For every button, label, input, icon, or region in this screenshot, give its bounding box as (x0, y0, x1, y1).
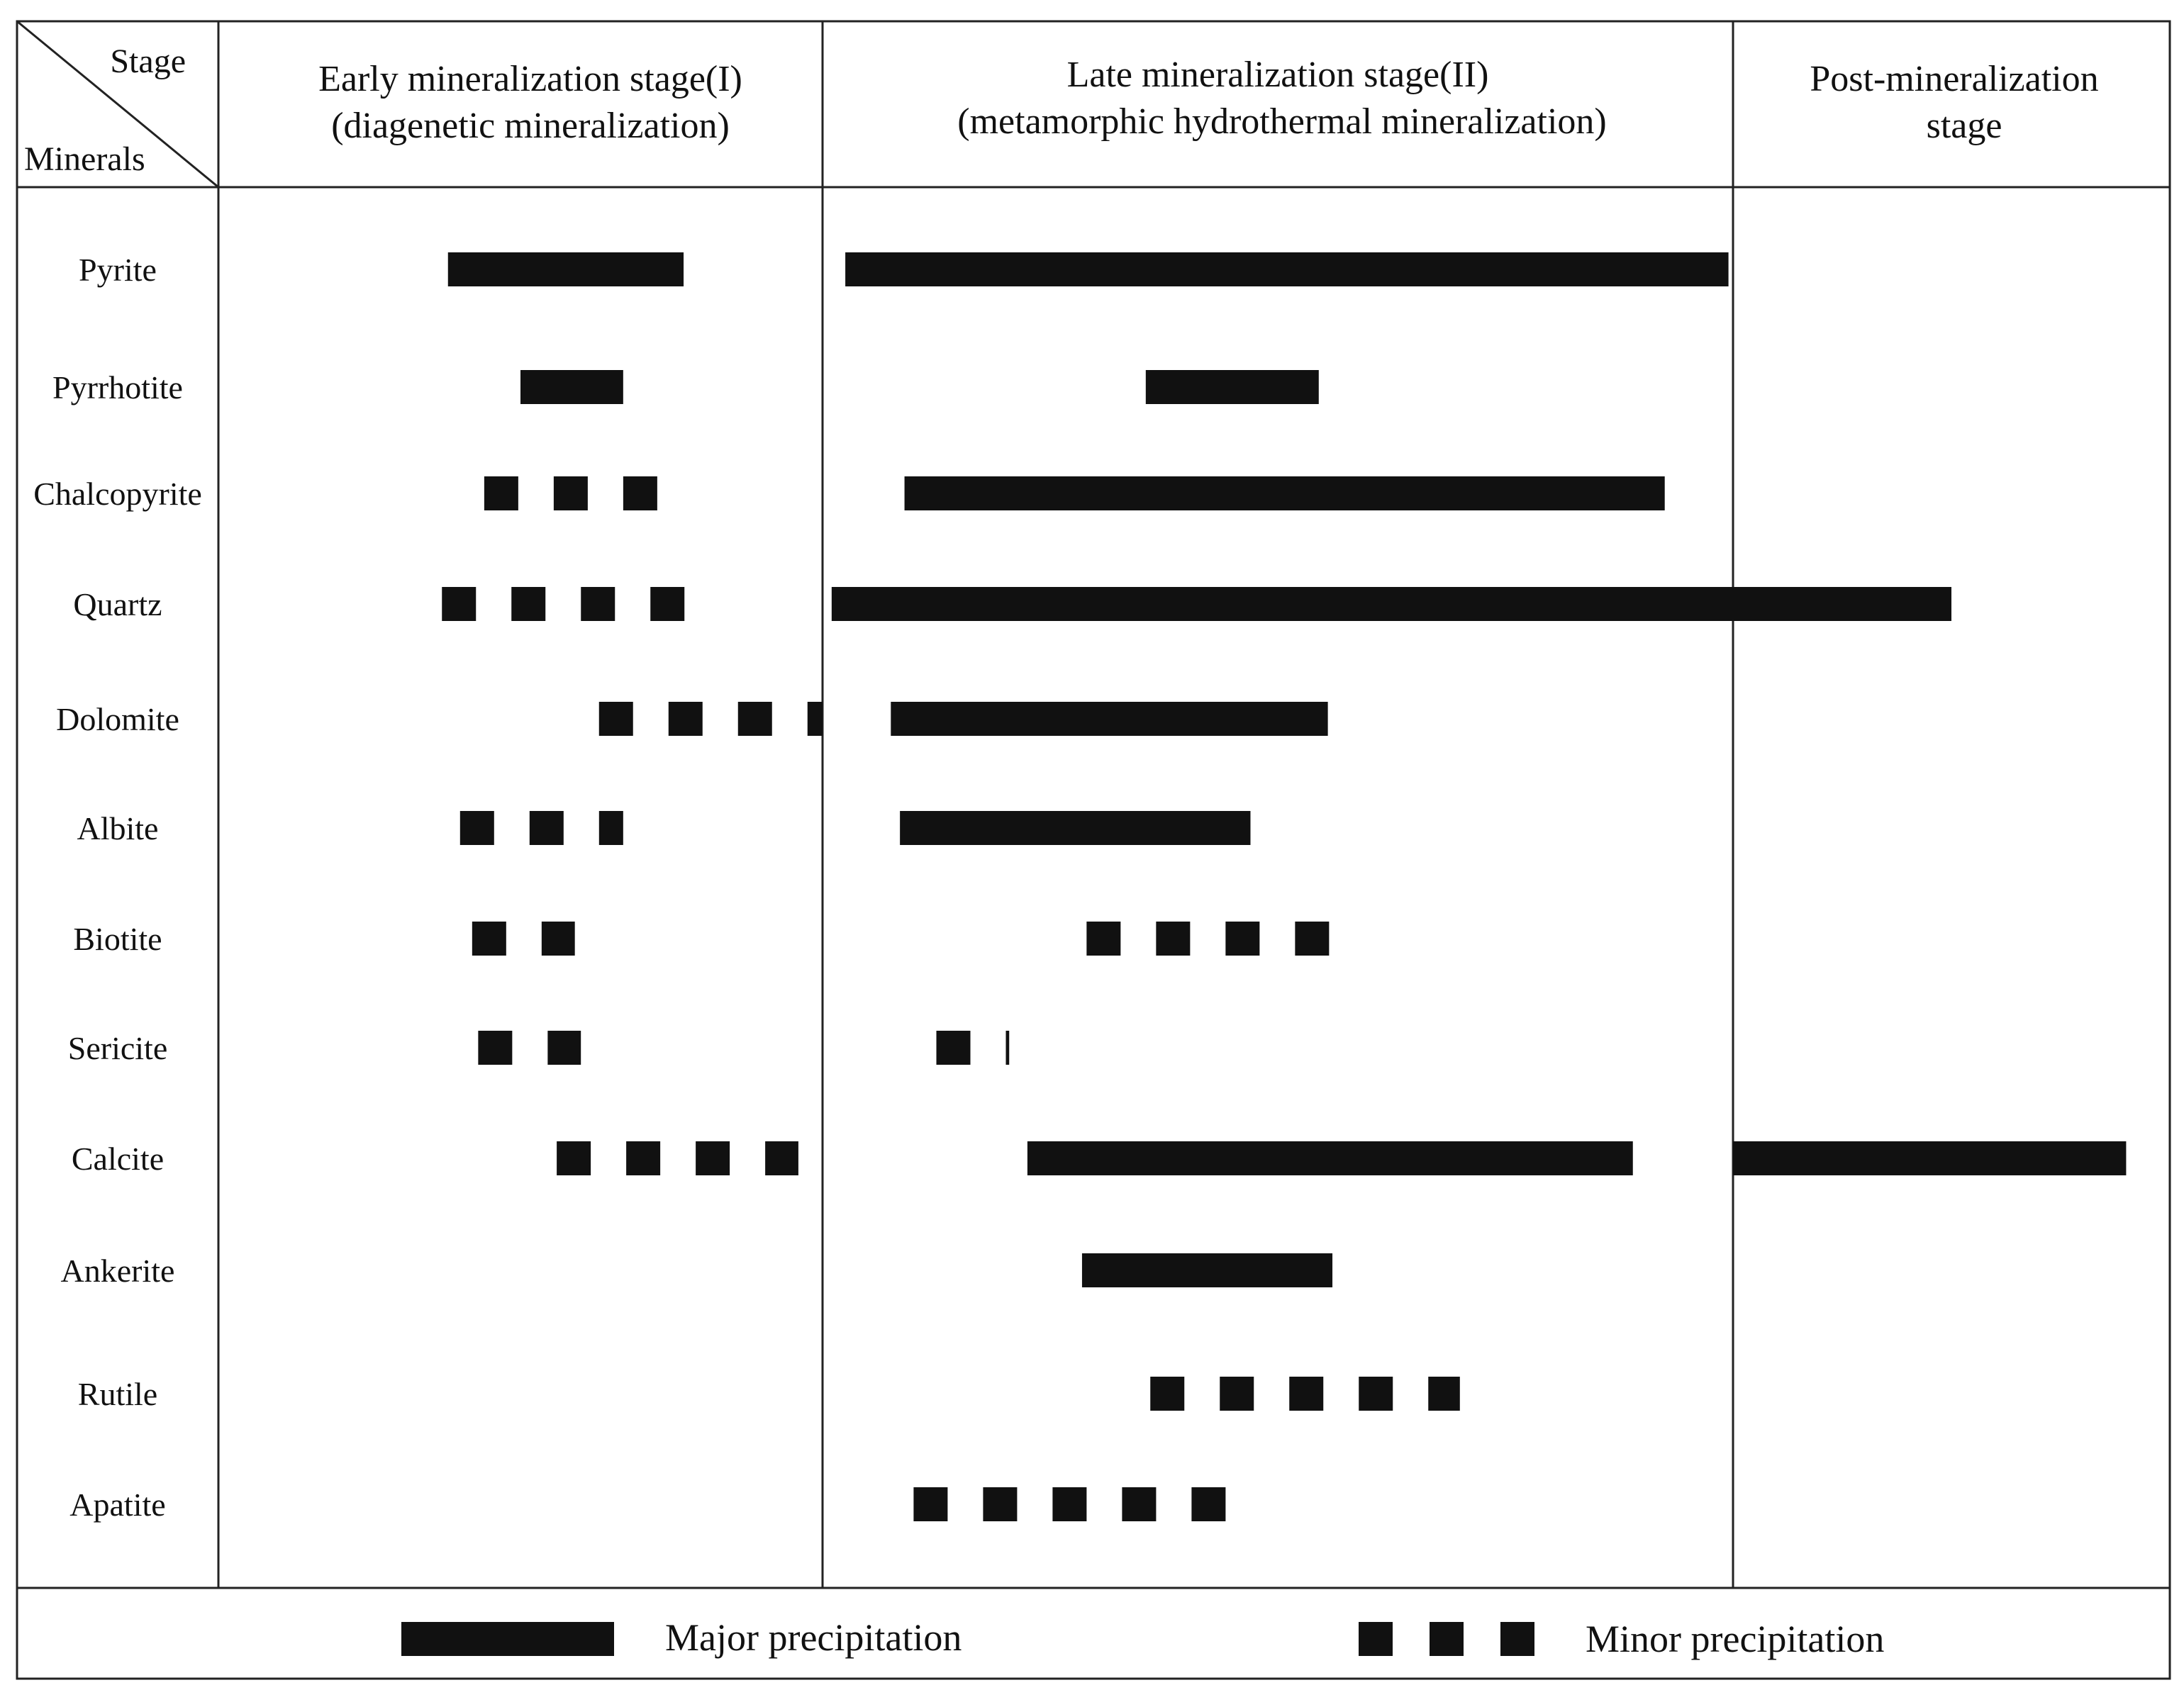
minor-precipitation-square (478, 1031, 512, 1065)
legend-minor-swatch-1 (1359, 1622, 1393, 1656)
mineral-row-ankerite (61, 1253, 1333, 1289)
major-precipitation-bar (905, 476, 1665, 510)
minor-precipitation-square (460, 811, 494, 845)
mineral-label: Apatite (69, 1487, 166, 1523)
corner-minerals-label: Minerals (24, 140, 145, 178)
minor-precipitation-square (1359, 1377, 1393, 1411)
major-precipitation-bar (448, 252, 684, 286)
minor-precipitation-square (626, 1141, 660, 1175)
stage2-subtitle: (metamorphic hydrothermal mineralization) (957, 101, 1607, 142)
legend-minor-swatch-3 (1500, 1622, 1534, 1656)
minor-precipitation-square (1295, 922, 1329, 956)
minor-precipitation-square (599, 702, 633, 736)
stage1-subtitle: (diagenetic mineralization) (331, 106, 730, 146)
minor-precipitation-square (1052, 1487, 1086, 1521)
legend-major-swatch (401, 1622, 614, 1656)
minor-precipitation-square (1220, 1377, 1254, 1411)
major-precipitation-bar (520, 370, 623, 404)
mineral-label: Quartz (73, 586, 162, 622)
mineral-label: Albite (77, 810, 159, 846)
major-precipitation-bar (900, 811, 1250, 845)
mineral-row-chalcopyrite (33, 476, 1664, 512)
minor-precipitation-square (1156, 922, 1190, 956)
legend (401, 1616, 1884, 1660)
minor-precipitation-square (542, 922, 575, 956)
minor-precipitation-square (599, 811, 623, 845)
mineral-rows (33, 252, 2126, 1523)
major-precipitation-bar (832, 587, 1951, 621)
minor-precipitation-square (1225, 922, 1259, 956)
mineral-label: Pyrrhotite (52, 369, 183, 405)
minor-precipitation-square (530, 811, 564, 845)
minor-precipitation-square (913, 1487, 947, 1521)
mineral-label: Pyrite (79, 252, 157, 288)
major-precipitation-bar (845, 252, 1728, 286)
mineral-label: Dolomite (56, 701, 179, 737)
stage2-title: Late mineralization stage(II) (1066, 55, 1489, 95)
mineral-row-sericite (68, 1030, 1009, 1066)
minor-precipitation-square (484, 476, 518, 510)
header (24, 43, 2099, 178)
minor-precipitation-square (623, 476, 657, 510)
minor-precipitation-square (765, 1141, 798, 1175)
minor-precipitation-square (581, 587, 615, 621)
major-precipitation-bar (891, 702, 1327, 736)
minor-precipitation-square (554, 476, 588, 510)
mineral-row-apatite (69, 1487, 1225, 1523)
mineral-label: Biotite (73, 921, 162, 957)
minor-precipitation-square (1150, 1377, 1184, 1411)
minor-precipitation-square (983, 1487, 1017, 1521)
mineral-row-quartz (73, 586, 1951, 622)
minor-precipitation-square (937, 1031, 971, 1065)
mineral-row-calcite (72, 1141, 2127, 1177)
minor-precipitation-square (1428, 1377, 1460, 1411)
mineral-row-dolomite (56, 701, 1328, 737)
minor-precipitation-square (669, 702, 703, 736)
mineral-row-pyrite (79, 252, 1729, 288)
legend-major-label: Major precipitation (665, 1616, 962, 1659)
mineral-label: Chalcopyrite (33, 476, 202, 512)
mineral-row-rutile (78, 1376, 1460, 1412)
major-precipitation-bar (1027, 1141, 1633, 1175)
legend-minor-label: Minor precipitation (1586, 1618, 1885, 1660)
minor-precipitation-square (1122, 1487, 1156, 1521)
minor-precipitation-square (472, 922, 506, 956)
stage1-title: Early mineralization stage(I) (318, 59, 742, 99)
minor-precipitation-square (511, 587, 545, 621)
minor-precipitation-square (1006, 1031, 1010, 1065)
mineral-label: Sericite (67, 1030, 168, 1066)
minor-precipitation-square (1289, 1377, 1323, 1411)
major-precipitation-bar (1082, 1253, 1332, 1287)
stage3-title: Post-mineralization (1810, 59, 2099, 99)
major-precipitation-bar (1733, 1141, 2126, 1175)
legend-minor-swatch-2 (1430, 1622, 1464, 1656)
minor-precipitation-square (1086, 922, 1120, 956)
mineral-label: Rutile (77, 1376, 158, 1412)
mineral-label: Ankerite (60, 1253, 175, 1289)
major-precipitation-bar (1146, 370, 1319, 404)
minor-precipitation-square (650, 587, 684, 621)
minor-precipitation-square (808, 702, 823, 736)
mineral-row-pyrrhotite (52, 369, 1319, 405)
mineral-label: Calcite (71, 1141, 165, 1177)
minor-precipitation-square (557, 1141, 591, 1175)
mineral-row-biotite (73, 921, 1329, 957)
minor-precipitation-square (696, 1141, 730, 1175)
mineral-row-albite (77, 810, 1251, 846)
stage3-subtitle: stage (1926, 106, 2002, 146)
minor-precipitation-square (547, 1031, 581, 1065)
minor-precipitation-square (1191, 1487, 1225, 1521)
minor-precipitation-square (738, 702, 772, 736)
corner-stage-label: Stage (110, 43, 186, 80)
minor-precipitation-square (442, 587, 476, 621)
